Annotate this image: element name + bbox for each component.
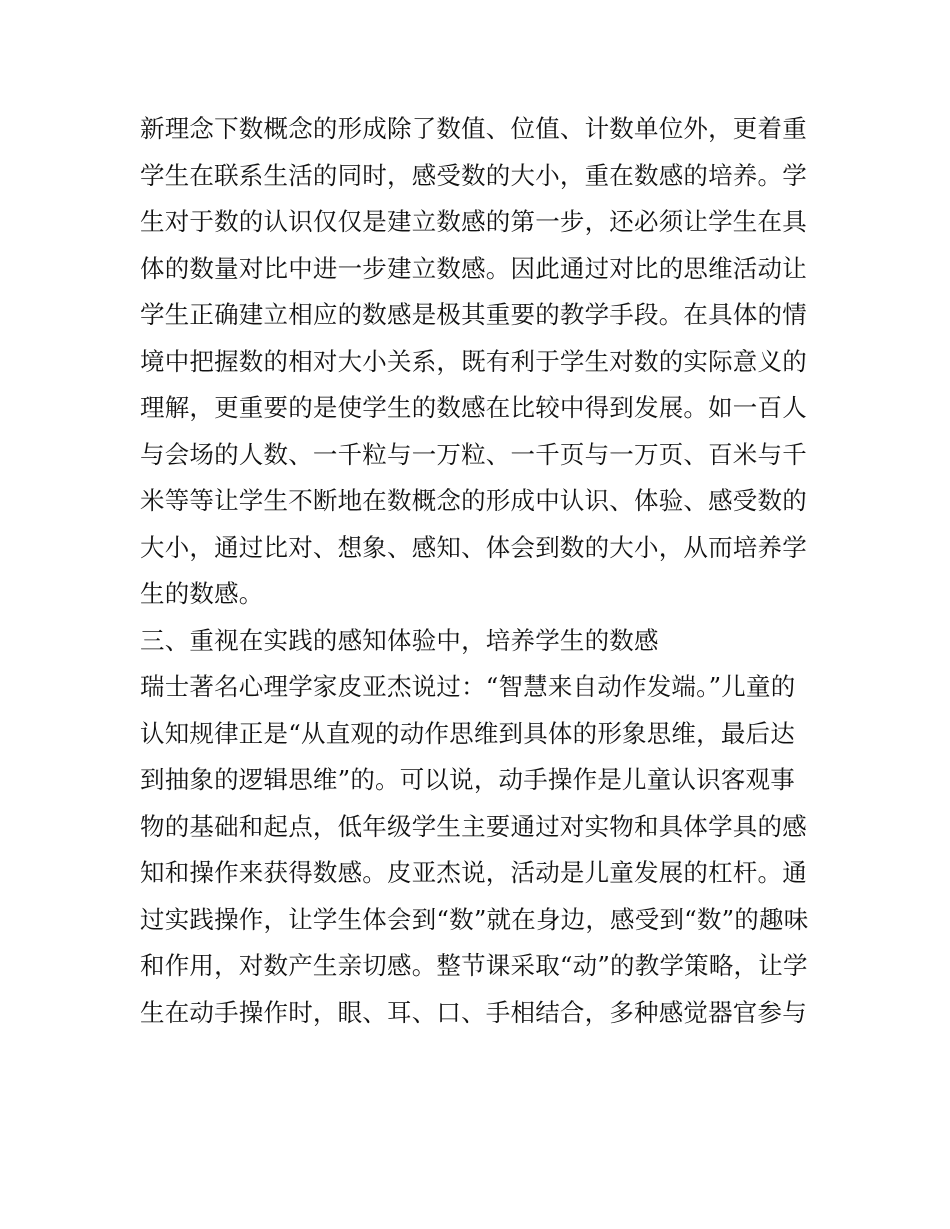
text-line-20: 生在动手操作时，眼、耳、口、手相结合，多种感觉器官参与	[140, 997, 807, 1027]
section-heading: 三、重视在实践的感知体验中，培养学生的数感	[140, 625, 659, 655]
body-text	[140, 106, 820, 1036]
text-line-3: 生对于数的认识仅仅是建立数感的第一步，还必须让学生在具	[140, 207, 807, 236]
text-line-1: 新理念下数概念的形成除了数值、位值、计数单位外，更着重	[140, 114, 807, 143]
text-line-2: 学生在联系生活的同时，感受数的大小，重在数感的培养。学	[140, 160, 807, 190]
text-line-6: 境中把握数的相对大小关系，既有利于学生对数的实际意义的	[140, 346, 807, 376]
text-line-9: 米等等让学生不断地在数概念的形成中认识、体验、感受数的	[140, 486, 807, 515]
text-line-10: 大小，通过比对、想象、感知、体会到数的大小，从而培养学	[140, 532, 807, 562]
text-line-16: 物的基础和起点，低年级学生主要通过对实物和具体学具的感	[140, 811, 807, 841]
text-line-5: 学生正确建立相应的数感是极其重要的教学手段。在具体的情	[140, 300, 807, 329]
text-line-17: 知和操作来获得数感。皮亚杰说，活动是儿童发展的杠杆。通	[140, 858, 807, 887]
text-line-19: 和作用，对数产生亲切感。整节课采取“动”的教学策略，让学	[140, 951, 808, 980]
text-line-18: 过实践操作，让学生体会到“数”就在身边，感受到“数”的趣味	[140, 904, 809, 934]
text-line-8: 与会场的人数、一千粒与一万粒、一千页与一万页、百米与千	[140, 439, 807, 469]
text-line-4: 体的数量对比中进一步建立数感。因此通过对比的思维活动让	[140, 253, 807, 283]
text-line-14: 认知规律正是“从直观的动作思维到具体的形象思维，最后达	[140, 718, 795, 748]
text-line-13: 瑞士著名心理学家皮亚杰说过：“智慧来自动作发端。”儿童的	[140, 672, 796, 701]
text-line-11: 生的数感。	[140, 579, 264, 608]
text-line-15: 到抽象的逻辑思维”的。可以说，动手操作是儿童认识客观事	[140, 765, 795, 794]
text-line-7: 理解，更重要的是使学生的数感在比较中得到发展。如一百人	[140, 393, 807, 422]
